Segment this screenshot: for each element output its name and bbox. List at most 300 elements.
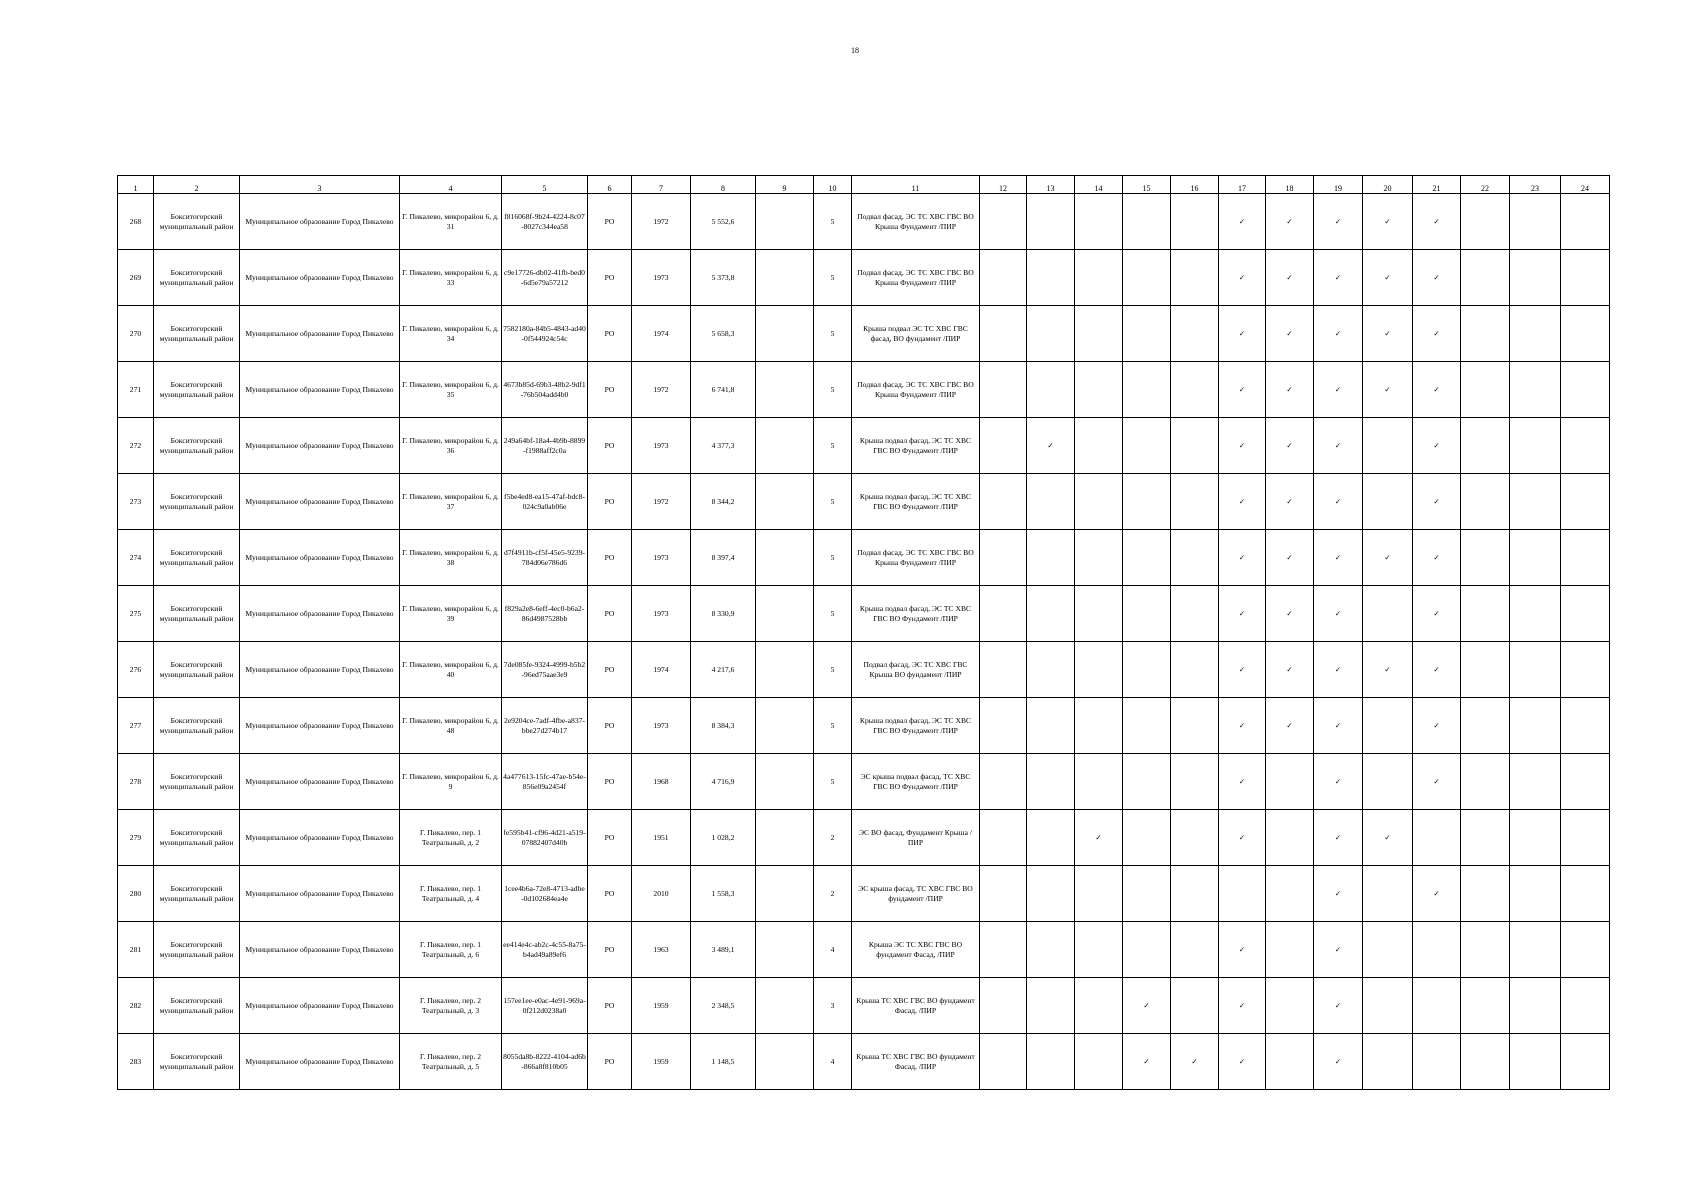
house-guid-cell: 4673b85d-69b3-48b2-9df1-76b504add4b0 <box>502 362 588 418</box>
check-mark-icon: ✓ <box>1266 698 1314 754</box>
empty-cell <box>1413 1034 1461 1090</box>
address-cell: Г. Пикалево, микрорайон 6, д. 33 <box>400 250 502 306</box>
address-cell: Г. Пикалево, микрорайон 6, д. 31 <box>400 194 502 250</box>
empty-cell <box>1171 642 1219 698</box>
house-guid-cell: 1cee4b6a-72e8-4713-adbe-0d102684ea4e <box>502 866 588 922</box>
floors-cell: 5 <box>814 474 852 530</box>
empty-cell <box>1510 754 1561 810</box>
empty-cell <box>1075 418 1123 474</box>
kind-cell: РО <box>588 586 632 642</box>
municipality-cell: Муниципальное образование Город Пикалево <box>240 698 400 754</box>
empty-cell <box>1171 474 1219 530</box>
empty-cell <box>1219 866 1266 922</box>
district-cell: Бокситогорский муниципальный район <box>154 810 240 866</box>
check-mark-icon: ✓ <box>1413 362 1461 418</box>
housing-register-table <box>117 175 1610 1090</box>
empty-cell <box>1510 194 1561 250</box>
empty-cell <box>980 866 1027 922</box>
check-mark-icon: ✓ <box>1363 810 1413 866</box>
address-cell: Г. Пикалево, микрорайон 6, д. 40 <box>400 642 502 698</box>
empty-cell <box>1363 1034 1413 1090</box>
check-mark-icon: ✓ <box>1219 250 1266 306</box>
district-cell: Бокситогорский муниципальный район <box>154 698 240 754</box>
empty-cell <box>1123 642 1171 698</box>
kind-cell: РО <box>588 418 632 474</box>
check-mark-icon: ✓ <box>1314 306 1363 362</box>
year-cell: 1968 <box>632 754 691 810</box>
year-cell: 1963 <box>632 922 691 978</box>
column-number-23: 23 <box>1510 176 1561 194</box>
table-row <box>118 194 1610 250</box>
district-cell: Бокситогорский муниципальный район <box>154 362 240 418</box>
empty-cell <box>1363 474 1413 530</box>
column-number-19: 19 <box>1314 176 1363 194</box>
floors-cell: 5 <box>814 418 852 474</box>
empty-cell <box>1510 1034 1561 1090</box>
address-cell: Г. Пикалево, микрорайон 6, д. 48 <box>400 698 502 754</box>
check-mark-icon: ✓ <box>1413 754 1461 810</box>
empty-cell <box>1027 194 1075 250</box>
district-cell: Бокситогорский муниципальный район <box>154 474 240 530</box>
empty-cell <box>1561 922 1610 978</box>
col9-cell <box>756 194 814 250</box>
column-number-1: 1 <box>118 176 154 194</box>
empty-cell <box>1461 754 1510 810</box>
check-mark-icon: ✓ <box>1266 306 1314 362</box>
col9-cell <box>756 698 814 754</box>
empty-cell <box>1123 306 1171 362</box>
address-cell: Г. Пикалево, пер. 2 Театральный, д. 5 <box>400 1034 502 1090</box>
check-mark-icon: ✓ <box>1266 418 1314 474</box>
house-guid-cell: ee414e4c-ab2c-4c55-8a75-b4ad49a89ef6 <box>502 922 588 978</box>
column-number-12: 12 <box>980 176 1027 194</box>
empty-cell <box>980 754 1027 810</box>
works-list-cell: Крыша ТС ХВС ГВС ВО фундамент Фасад, /ПИР <box>852 1034 980 1090</box>
empty-cell <box>1561 866 1610 922</box>
check-mark-icon: ✓ <box>1219 474 1266 530</box>
row-number: 282 <box>118 978 154 1034</box>
row-number: 278 <box>118 754 154 810</box>
col9-cell <box>756 306 814 362</box>
floors-cell: 5 <box>814 754 852 810</box>
area-cell: 3 489,1 <box>691 922 756 978</box>
kind-cell: РО <box>588 922 632 978</box>
col9-cell <box>756 922 814 978</box>
check-mark-icon: ✓ <box>1314 754 1363 810</box>
district-cell: Бокситогорский муниципальный район <box>154 250 240 306</box>
empty-cell <box>1461 810 1510 866</box>
area-cell: 8 344,2 <box>691 474 756 530</box>
address-cell: Г. Пикалево, микрорайон 6, д. 34 <box>400 306 502 362</box>
check-mark-icon: ✓ <box>1219 418 1266 474</box>
empty-cell <box>1266 810 1314 866</box>
empty-cell <box>1510 250 1561 306</box>
district-cell: Бокситогорский муниципальный район <box>154 922 240 978</box>
empty-cell <box>980 306 1027 362</box>
address-cell: Г. Пикалево, микрорайон 6, д. 35 <box>400 362 502 418</box>
floors-cell: 5 <box>814 250 852 306</box>
works-list-cell: Крыша подвал фасад, ЭС ТС ХВС ГВС ВО Фундамент /ПИР <box>852 474 980 530</box>
area-cell: 4 716,9 <box>691 754 756 810</box>
works-list-cell: Подвал фасад, ЭС ТС ХВС ГВС ВО Крыша Фундамент /ПИР <box>852 530 980 586</box>
empty-cell <box>980 530 1027 586</box>
kind-cell: РО <box>588 642 632 698</box>
empty-cell <box>1171 922 1219 978</box>
check-mark-icon: ✓ <box>1363 194 1413 250</box>
municipality-cell: Муниципальное образование Город Пикалево <box>240 922 400 978</box>
empty-cell <box>1561 194 1610 250</box>
works-list-cell: ЭС крыша фасад, ТС ХВС ГВС ВО фундамент /ПИР <box>852 866 980 922</box>
row-number: 274 <box>118 530 154 586</box>
check-mark-icon: ✓ <box>1363 642 1413 698</box>
district-cell: Бокситогорский муниципальный район <box>154 1034 240 1090</box>
empty-cell <box>980 362 1027 418</box>
empty-cell <box>1510 866 1561 922</box>
kind-cell: РО <box>588 194 632 250</box>
column-number-16: 16 <box>1171 176 1219 194</box>
year-cell: 1974 <box>632 306 691 362</box>
empty-cell <box>1461 362 1510 418</box>
col9-cell <box>756 250 814 306</box>
municipality-cell: Муниципальное образование Город Пикалево <box>240 194 400 250</box>
empty-cell <box>1363 586 1413 642</box>
check-mark-icon: ✓ <box>1219 810 1266 866</box>
kind-cell: РО <box>588 530 632 586</box>
empty-cell <box>1027 474 1075 530</box>
empty-cell <box>1027 922 1075 978</box>
row-number: 272 <box>118 418 154 474</box>
empty-cell <box>1363 866 1413 922</box>
municipality-cell: Муниципальное образование Город Пикалево <box>240 978 400 1034</box>
col9-cell <box>756 586 814 642</box>
row-number: 281 <box>118 922 154 978</box>
house-guid-cell: 8055da8b-8222-4104-ad6b-866a8f810b05 <box>502 1034 588 1090</box>
column-number-5: 5 <box>502 176 588 194</box>
row-number: 270 <box>118 306 154 362</box>
empty-cell <box>1075 866 1123 922</box>
row-number: 279 <box>118 810 154 866</box>
empty-cell <box>1461 194 1510 250</box>
check-mark-icon: ✓ <box>1123 1034 1171 1090</box>
address-cell: Г. Пикалево, микрорайон 6, д. 36 <box>400 418 502 474</box>
kind-cell: РО <box>588 866 632 922</box>
area-cell: 6 741,8 <box>691 362 756 418</box>
empty-cell <box>1510 306 1561 362</box>
empty-cell <box>980 642 1027 698</box>
empty-cell <box>1561 530 1610 586</box>
empty-cell <box>1461 866 1510 922</box>
empty-cell <box>1461 474 1510 530</box>
table-row <box>118 754 1610 810</box>
check-mark-icon: ✓ <box>1266 250 1314 306</box>
empty-cell <box>1461 306 1510 362</box>
check-mark-icon: ✓ <box>1314 586 1363 642</box>
empty-cell <box>1027 754 1075 810</box>
empty-cell <box>980 474 1027 530</box>
row-number: 269 <box>118 250 154 306</box>
empty-cell <box>1561 1034 1610 1090</box>
check-mark-icon: ✓ <box>1314 642 1363 698</box>
empty-cell <box>1363 418 1413 474</box>
empty-cell <box>1561 362 1610 418</box>
house-guid-cell: d7f4911b-cf5f-45e5-9239-784d06e786d6 <box>502 530 588 586</box>
check-mark-icon: ✓ <box>1314 530 1363 586</box>
table-body <box>118 194 1610 1090</box>
house-guid-cell: 4a477613-15fc-47ae-b54e-856e09a2454f <box>502 754 588 810</box>
area-cell: 1 148,5 <box>691 1034 756 1090</box>
municipality-cell: Муниципальное образование Город Пикалево <box>240 866 400 922</box>
check-mark-icon: ✓ <box>1219 698 1266 754</box>
table-row <box>118 866 1610 922</box>
col9-cell <box>756 978 814 1034</box>
empty-cell <box>1561 810 1610 866</box>
empty-cell <box>1075 250 1123 306</box>
house-guid-cell: f829a2e8-6eff-4ec0-b6a2-86d4987528bb <box>502 586 588 642</box>
check-mark-icon: ✓ <box>1219 306 1266 362</box>
works-list-cell: Крыша подвал фасад, ЭС ТС ХВС ГВС ВО Фундамент /ПИР <box>852 586 980 642</box>
table-row <box>118 810 1610 866</box>
empty-cell <box>1510 586 1561 642</box>
check-mark-icon: ✓ <box>1219 642 1266 698</box>
empty-cell <box>1123 362 1171 418</box>
column-number-10: 10 <box>814 176 852 194</box>
year-cell: 1959 <box>632 1034 691 1090</box>
empty-cell <box>1027 530 1075 586</box>
empty-cell <box>1075 306 1123 362</box>
empty-cell <box>980 978 1027 1034</box>
row-number: 277 <box>118 698 154 754</box>
empty-cell <box>1027 810 1075 866</box>
empty-cell <box>1266 754 1314 810</box>
year-cell: 1973 <box>632 586 691 642</box>
district-cell: Бокситогорский муниципальный район <box>154 530 240 586</box>
year-cell: 1973 <box>632 698 691 754</box>
empty-cell <box>1171 306 1219 362</box>
house-guid-cell: fe595b41-cf96-4d21-a519-07882407d40b <box>502 810 588 866</box>
column-number-3: 3 <box>240 176 400 194</box>
works-list-cell: Подвал фасад, ЭС ТС ХВС ГВС Крыша ВО фундамент /ПИР <box>852 642 980 698</box>
empty-cell <box>980 418 1027 474</box>
col9-cell <box>756 642 814 698</box>
check-mark-icon: ✓ <box>1266 194 1314 250</box>
column-number-8: 8 <box>691 176 756 194</box>
check-mark-icon: ✓ <box>1171 1034 1219 1090</box>
col9-cell <box>756 866 814 922</box>
empty-cell <box>1461 586 1510 642</box>
empty-cell <box>1075 978 1123 1034</box>
address-cell: Г. Пикалево, пер. 1 Театральный, д. 4 <box>400 866 502 922</box>
table-row <box>118 474 1610 530</box>
floors-cell: 5 <box>814 586 852 642</box>
floors-cell: 5 <box>814 306 852 362</box>
check-mark-icon: ✓ <box>1219 586 1266 642</box>
floors-cell: 5 <box>814 362 852 418</box>
check-mark-icon: ✓ <box>1219 530 1266 586</box>
col9-cell <box>756 810 814 866</box>
year-cell: 1974 <box>632 642 691 698</box>
check-mark-icon: ✓ <box>1314 194 1363 250</box>
column-number-20: 20 <box>1363 176 1413 194</box>
floors-cell: 5 <box>814 530 852 586</box>
empty-cell <box>1027 250 1075 306</box>
municipality-cell: Муниципальное образование Город Пикалево <box>240 810 400 866</box>
row-number: 276 <box>118 642 154 698</box>
empty-cell <box>1461 418 1510 474</box>
address-cell: Г. Пикалево, микрорайон 6, д. 9 <box>400 754 502 810</box>
column-number-22: 22 <box>1461 176 1510 194</box>
municipality-cell: Муниципальное образование Город Пикалево <box>240 306 400 362</box>
check-mark-icon: ✓ <box>1363 362 1413 418</box>
empty-cell <box>1123 866 1171 922</box>
row-number: 280 <box>118 866 154 922</box>
column-number-14: 14 <box>1075 176 1123 194</box>
col9-cell <box>756 754 814 810</box>
year-cell: 1972 <box>632 474 691 530</box>
check-mark-icon: ✓ <box>1363 250 1413 306</box>
empty-cell <box>1171 698 1219 754</box>
empty-cell <box>1510 418 1561 474</box>
table-row <box>118 586 1610 642</box>
row-number: 275 <box>118 586 154 642</box>
empty-cell <box>1075 642 1123 698</box>
check-mark-icon: ✓ <box>1314 362 1363 418</box>
floors-cell: 3 <box>814 978 852 1034</box>
municipality-cell: Муниципальное образование Город Пикалево <box>240 530 400 586</box>
empty-cell <box>1027 978 1075 1034</box>
page-number: 18 <box>851 46 859 55</box>
empty-cell <box>1075 362 1123 418</box>
check-mark-icon: ✓ <box>1219 362 1266 418</box>
address-cell: Г. Пикалево, микрорайон 6, д. 39 <box>400 586 502 642</box>
check-mark-icon: ✓ <box>1314 978 1363 1034</box>
row-number: 283 <box>118 1034 154 1090</box>
empty-cell <box>1027 1034 1075 1090</box>
empty-cell <box>1561 698 1610 754</box>
check-mark-icon: ✓ <box>1123 978 1171 1034</box>
municipality-cell: Муниципальное образование Город Пикалево <box>240 474 400 530</box>
empty-cell <box>1363 978 1413 1034</box>
empty-cell <box>1075 1034 1123 1090</box>
empty-cell <box>1027 642 1075 698</box>
empty-cell <box>1171 866 1219 922</box>
area-cell: 5 658,3 <box>691 306 756 362</box>
empty-cell <box>980 1034 1027 1090</box>
empty-cell <box>1363 922 1413 978</box>
empty-cell <box>1413 810 1461 866</box>
kind-cell: РО <box>588 306 632 362</box>
empty-cell <box>1266 866 1314 922</box>
check-mark-icon: ✓ <box>1413 418 1461 474</box>
works-list-cell: ЭС ВО фасад, Фундамент Крыша /ПИР <box>852 810 980 866</box>
empty-cell <box>1171 194 1219 250</box>
check-mark-icon: ✓ <box>1314 698 1363 754</box>
kind-cell: РО <box>588 754 632 810</box>
check-mark-icon: ✓ <box>1266 362 1314 418</box>
empty-cell <box>980 922 1027 978</box>
empty-cell <box>1561 306 1610 362</box>
empty-cell <box>1075 194 1123 250</box>
row-number: 271 <box>118 362 154 418</box>
column-number-13: 13 <box>1027 176 1075 194</box>
area-cell: 8 397,4 <box>691 530 756 586</box>
empty-cell <box>1027 866 1075 922</box>
floors-cell: 4 <box>814 922 852 978</box>
empty-cell <box>1561 474 1610 530</box>
check-mark-icon: ✓ <box>1413 866 1461 922</box>
works-list-cell: Подвал фасад, ЭС ТС ХВС ГВС ВО Крыша Фундамент /ПИР <box>852 194 980 250</box>
row-number: 268 <box>118 194 154 250</box>
empty-cell <box>1561 978 1610 1034</box>
area-cell: 1 558,3 <box>691 866 756 922</box>
empty-cell <box>1461 250 1510 306</box>
check-mark-icon: ✓ <box>1314 866 1363 922</box>
empty-cell <box>1266 1034 1314 1090</box>
empty-cell <box>1075 586 1123 642</box>
year-cell: 1959 <box>632 978 691 1034</box>
check-mark-icon: ✓ <box>1363 306 1413 362</box>
empty-cell <box>1266 978 1314 1034</box>
column-number-18: 18 <box>1266 176 1314 194</box>
house-guid-cell: f5be4ed8-ea15-47af-bdc8-024c9a0ab06e <box>502 474 588 530</box>
column-number-11: 11 <box>852 176 980 194</box>
empty-cell <box>1171 250 1219 306</box>
check-mark-icon: ✓ <box>1314 1034 1363 1090</box>
area-cell: 2 348,5 <box>691 978 756 1034</box>
column-number-2: 2 <box>154 176 240 194</box>
empty-cell <box>1123 474 1171 530</box>
check-mark-icon: ✓ <box>1027 418 1075 474</box>
table-row <box>118 1034 1610 1090</box>
empty-cell <box>1363 754 1413 810</box>
check-mark-icon: ✓ <box>1219 754 1266 810</box>
house-guid-cell: 157ee1ee-e0ac-4e91-969a-0f212d0238a0 <box>502 978 588 1034</box>
year-cell: 1973 <box>632 250 691 306</box>
municipality-cell: Муниципальное образование Город Пикалево <box>240 586 400 642</box>
col9-cell <box>756 1034 814 1090</box>
column-number-21: 21 <box>1413 176 1461 194</box>
district-cell: Бокситогорский муниципальный район <box>154 642 240 698</box>
municipality-cell: Муниципальное образование Город Пикалево <box>240 754 400 810</box>
empty-cell <box>1510 810 1561 866</box>
column-number-15: 15 <box>1123 176 1171 194</box>
district-cell: Бокситогорский муниципальный район <box>154 754 240 810</box>
floors-cell: 5 <box>814 642 852 698</box>
empty-cell <box>1171 810 1219 866</box>
col9-cell <box>756 474 814 530</box>
empty-cell <box>1510 978 1561 1034</box>
table-row <box>118 362 1610 418</box>
district-cell: Бокситогорский муниципальный район <box>154 866 240 922</box>
table-row <box>118 978 1610 1034</box>
works-list-cell: Подвал фасад, ЭС ТС ХВС ГВС ВО Крыша Фундамент /ПИР <box>852 362 980 418</box>
year-cell: 1973 <box>632 418 691 474</box>
check-mark-icon: ✓ <box>1266 474 1314 530</box>
house-guid-cell: f816068f-9b24-4224-8c07-8027c344ea58 <box>502 194 588 250</box>
kind-cell: РО <box>588 810 632 866</box>
district-cell: Бокситогорский муниципальный район <box>154 418 240 474</box>
row-number: 273 <box>118 474 154 530</box>
area-cell: 4 377,3 <box>691 418 756 474</box>
column-number-17: 17 <box>1219 176 1266 194</box>
check-mark-icon: ✓ <box>1413 306 1461 362</box>
house-guid-cell: 7de085fe-9324-4999-b5b2-96ed75aae3e9 <box>502 642 588 698</box>
column-number-9: 9 <box>756 176 814 194</box>
municipality-cell: Муниципальное образование Город Пикалево <box>240 250 400 306</box>
empty-cell <box>1561 250 1610 306</box>
works-list-cell: Крыша подвал ЭС ТС ХВС ГВС фасад, ВО фундамент /ПИР <box>852 306 980 362</box>
area-cell: 1 028,2 <box>691 810 756 866</box>
table-row <box>118 922 1610 978</box>
